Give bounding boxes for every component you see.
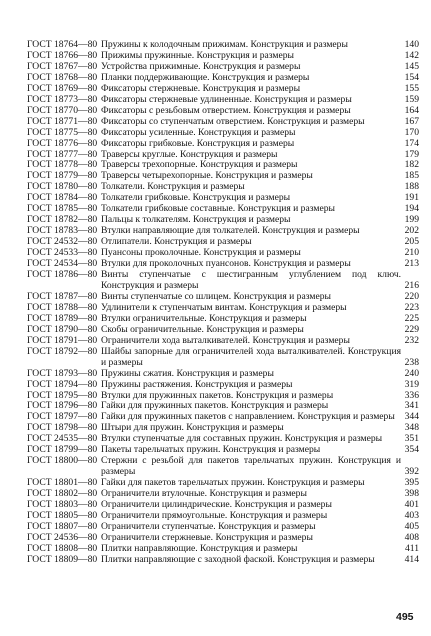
entry-title: Пружины сжатия. Конструкция и размеры <box>101 367 274 379</box>
gost-number: ГОСТ 18800—80 <box>27 455 98 467</box>
entry-title: Втулки направляющие для толкателей. Конструкция и размеры <box>101 225 360 237</box>
gost-number: ГОСТ 18801—80 <box>27 477 98 489</box>
entry-title: Планки поддерживающие. Конструкция и размеры <box>101 71 310 83</box>
entry-page-number: 398 <box>404 488 419 500</box>
entry-title: Ограничители ступенчатые. Конструкция и размеры <box>101 520 316 532</box>
gost-number: ГОСТ 18773—80 <box>27 93 98 105</box>
gost-number: ГОСТ 18807—80 <box>27 520 98 532</box>
entry-title: Плитки направляющие с заходной фаской. Конструкция и размеры <box>101 553 375 565</box>
entry-page-number: 155 <box>404 82 419 94</box>
gost-number: ГОСТ 18766—80 <box>27 49 98 61</box>
gost-number: ГОСТ 18802—80 <box>27 488 98 500</box>
entry-title: Толкатели. Конструкция и размеры <box>101 181 245 193</box>
gost-number: ГОСТ 18809—80 <box>27 553 98 565</box>
gost-number: ГОСТ 24533—80 <box>27 247 98 259</box>
gost-number: ГОСТ 18787—80 <box>27 290 98 302</box>
entry-page-number: 140 <box>404 39 419 50</box>
entry-title: Удлинители к ступенчатым винтам. Конструкция и размеры <box>101 301 347 313</box>
entry-title: Ограничители прямоугольные. Конструкция и размеры <box>101 509 328 521</box>
gost-number: ГОСТ 18790—80 <box>27 323 98 335</box>
gost-number: ГОСТ 18783—80 <box>27 225 98 237</box>
entry-title: Прижимы пружинные. Конструкция и размеры <box>101 49 294 61</box>
contents-list <box>27 40 419 566</box>
entry-page-number: 351 <box>404 433 419 445</box>
entry-page-number: 223 <box>404 301 419 313</box>
gost-number: ГОСТ 18808—80 <box>27 542 98 554</box>
gost-number: ГОСТ 18805—80 <box>27 509 98 521</box>
gost-number: ГОСТ 18786—80 <box>27 269 98 281</box>
gost-number: ГОСТ 24532—80 <box>27 236 98 248</box>
entry-page-number: 225 <box>404 312 419 324</box>
entry-title: Стержни с резьбой для пакетов тарельчатых пружин. Конструкция и размеры <box>101 455 401 478</box>
contents-entry <box>27 117 419 128</box>
entry-title: Штыри для пружин. Конструкция и размеры <box>101 422 284 434</box>
gost-number: ГОСТ 18770—80 <box>27 104 98 116</box>
entry-page-number: 199 <box>404 214 419 226</box>
entry-page-number: 408 <box>404 531 419 543</box>
entry-page-number: 194 <box>404 203 419 215</box>
contents-entry <box>27 347 419 369</box>
entry-page-number: 232 <box>404 334 419 346</box>
contents-entry <box>27 270 419 292</box>
gost-number: ГОСТ 18775—80 <box>27 126 98 138</box>
gost-number: ГОСТ 18780—80 <box>27 181 98 193</box>
gost-number: ГОСТ 18788—80 <box>27 301 98 313</box>
entry-page-number: 229 <box>404 323 419 335</box>
entry-page-number: 179 <box>404 148 419 160</box>
entry-title: Ограничители цилиндрические. Конструкция и размеры <box>101 499 332 511</box>
gost-number: ГОСТ 18776—80 <box>27 137 98 149</box>
entry-title: Скобы ограничительные. Конструкция и размеры <box>101 323 304 335</box>
entry-page-number: 395 <box>404 477 419 489</box>
entry-title: Винты ступенчатые с шестигранным углублением под ключ. Конструкция и размеры <box>101 269 401 291</box>
page-number: 495 <box>396 611 414 623</box>
entry-page-number: 348 <box>404 422 419 434</box>
gost-number: ГОСТ 24534—80 <box>27 258 98 270</box>
gost-number: ГОСТ 18797—80 <box>27 411 98 423</box>
entry-title: Втулки для пружинных пакетов. Конструкция и размеры <box>101 389 334 401</box>
entry-page-number: 319 <box>404 378 419 390</box>
entry-title: Пакеты тарельчатых пружин. Конструкция и размеры <box>101 444 321 456</box>
entry-title: Толкатели грибковые. Конструкция и размеры <box>101 192 291 204</box>
gost-number: ГОСТ 18782—80 <box>27 214 98 226</box>
gost-number: ГОСТ 18767—80 <box>27 60 98 72</box>
entry-title: Фиксаторы стержневые. Конструкция и размеры <box>101 82 301 94</box>
gost-number: ГОСТ 18792—80 <box>27 345 98 357</box>
entry-page-number: 191 <box>404 192 419 204</box>
entry-page-number: 411 <box>404 542 419 554</box>
entry-page-number: 170 <box>404 126 419 138</box>
entry-page-number: 392 <box>404 466 419 478</box>
contents-entry <box>27 369 419 380</box>
gost-number: ГОСТ 18777—80 <box>27 148 98 160</box>
entry-title: Ограничители стержневые. Конструкция и размеры <box>101 531 313 543</box>
entry-page-number: 213 <box>404 258 419 270</box>
gost-number: ГОСТ 18798—80 <box>27 422 98 434</box>
gost-number: ГОСТ 18789—80 <box>27 312 98 324</box>
entry-page-number: 202 <box>404 225 419 237</box>
entry-title: Фиксаторы с резьбовым отверстием. Конструкция и размеры <box>101 104 351 116</box>
entry-title: Траверсы трехопорные. Конструкция и размеры <box>101 159 298 171</box>
entry-title: Фиксаторы со ступенчатым отверстием. Конструкция и размеры <box>101 115 365 127</box>
entry-title: Пружины к колодочным прижимам. Конструкция и размеры <box>101 39 348 50</box>
entry-page-number: 182 <box>404 159 419 171</box>
entry-page-number: 216 <box>404 279 419 291</box>
contents-entry <box>27 456 419 478</box>
entry-title: Втулки ограничительные. Конструкция и размеры <box>101 312 307 324</box>
entry-page-number: 344 <box>404 411 419 423</box>
entry-title: Пальцы к толкателям. Конструкция и размеры <box>101 214 291 226</box>
entry-page-number: 336 <box>404 389 419 401</box>
gost-number: ГОСТ 18778—80 <box>27 159 98 171</box>
entry-page-number: 401 <box>404 499 419 511</box>
entry-title: Ограничители хода выталкивателей. Конструкция и размеры <box>101 334 350 346</box>
entry-title: Плитки направляющие. Конструкция и размеры <box>101 542 298 554</box>
gost-number: ГОСТ 18771—80 <box>27 115 98 127</box>
gost-number: ГОСТ 18791—80 <box>27 334 98 346</box>
entry-title: Фиксаторы стержневые удлиненные. Конструкция и размеры <box>101 93 352 105</box>
entry-page-number: 159 <box>404 93 419 105</box>
entry-page-number: 220 <box>404 290 419 302</box>
entry-title: Фиксаторы грибковые. Конструкция и размеры <box>101 137 295 149</box>
entry-page-number: 414 <box>404 553 419 565</box>
entry-page-number: 145 <box>404 60 419 72</box>
entry-title: Отлипатели. Конструкция и размеры <box>101 236 252 248</box>
entry-page-number: 167 <box>404 115 419 127</box>
contents-entry <box>27 139 419 150</box>
gost-number: ГОСТ 18794—80 <box>27 378 98 390</box>
gost-number: ГОСТ 18779—80 <box>27 170 98 182</box>
gost-number: ГОСТ 18793—80 <box>27 367 98 379</box>
entry-page-number: 238 <box>404 356 419 368</box>
contents-entry <box>27 128 419 139</box>
gost-number: ГОСТ 24536—80 <box>27 531 98 543</box>
entry-page-number: 210 <box>404 247 419 259</box>
entry-title: Фиксаторы усиленные. Конструкция и размеры <box>101 126 296 138</box>
contents-entry <box>27 380 419 391</box>
entry-title: Втулки для проколочных пуансонов. Конструкция и размеры <box>101 258 351 270</box>
gost-number: ГОСТ 18796—80 <box>27 400 98 412</box>
entry-page-number: 142 <box>404 49 419 61</box>
entry-title: Пуансоны проколочные. Конструкция и размеры <box>101 247 301 259</box>
gost-number: ГОСТ 18784—80 <box>27 192 98 204</box>
entry-title: Шайбы запорные для ограничителей хода выталкивателей. Конструкция и размеры <box>101 345 401 368</box>
entry-page-number: 188 <box>404 181 419 193</box>
entry-title: Траверсы круглые. Конструкция и размеры <box>101 148 278 160</box>
entry-title: Траверсы четырехопорные. Конструкция и размеры <box>101 170 313 182</box>
entry-page-number: 354 <box>404 444 419 456</box>
entry-title: Втулки ступенчатые для составных пружин. Конструкция и размеры <box>101 433 383 445</box>
entry-title: Гайки для пакетов тарельчатых пружин. Конструкция и размеры <box>101 477 365 489</box>
gost-number: ГОСТ 18795—80 <box>27 389 98 401</box>
gost-number: ГОСТ 18803—80 <box>27 499 98 511</box>
entry-page-number: 164 <box>404 104 419 116</box>
entry-title: Пружины растяжения. Конструкция и размеры <box>101 378 293 390</box>
entry-title: Гайки для пружинных пакетов с направлением. Конструкция и размеры <box>101 411 395 423</box>
entry-page-number: 405 <box>404 520 419 532</box>
entry-page-number: 403 <box>404 509 419 521</box>
entry-page-number: 174 <box>404 137 419 149</box>
entry-title: Толкатели грибковые составные. Конструкция и размеры <box>101 203 335 215</box>
entry-page-number: 154 <box>404 71 419 83</box>
entry-title: Винты ступенчатые со шлицем. Конструкция и размеры <box>101 290 331 302</box>
entry-page-number: 240 <box>404 367 419 379</box>
gost-number: ГОСТ 18768—80 <box>27 71 98 83</box>
entry-title: Гайки для пружинных пакетов. Конструкция и размеры <box>101 400 329 412</box>
contents-entry <box>27 555 419 566</box>
entry-page-number: 205 <box>404 236 419 248</box>
entry-title: Ограничители втулочные. Конструкция и размеры <box>101 488 307 500</box>
gost-number: ГОСТ 24535—80 <box>27 433 98 445</box>
entry-title: Устройства прижимные. Конструкция и размеры <box>101 60 301 72</box>
gost-number: ГОСТ 18799—80 <box>27 444 98 456</box>
entry-page-number: 185 <box>404 170 419 182</box>
entry-page-number: 341 <box>404 400 419 412</box>
gost-number: ГОСТ 18785—80 <box>27 203 98 215</box>
gost-number: ГОСТ 18769—80 <box>27 82 98 94</box>
gost-number: ГОСТ 18764—80 <box>27 39 98 50</box>
